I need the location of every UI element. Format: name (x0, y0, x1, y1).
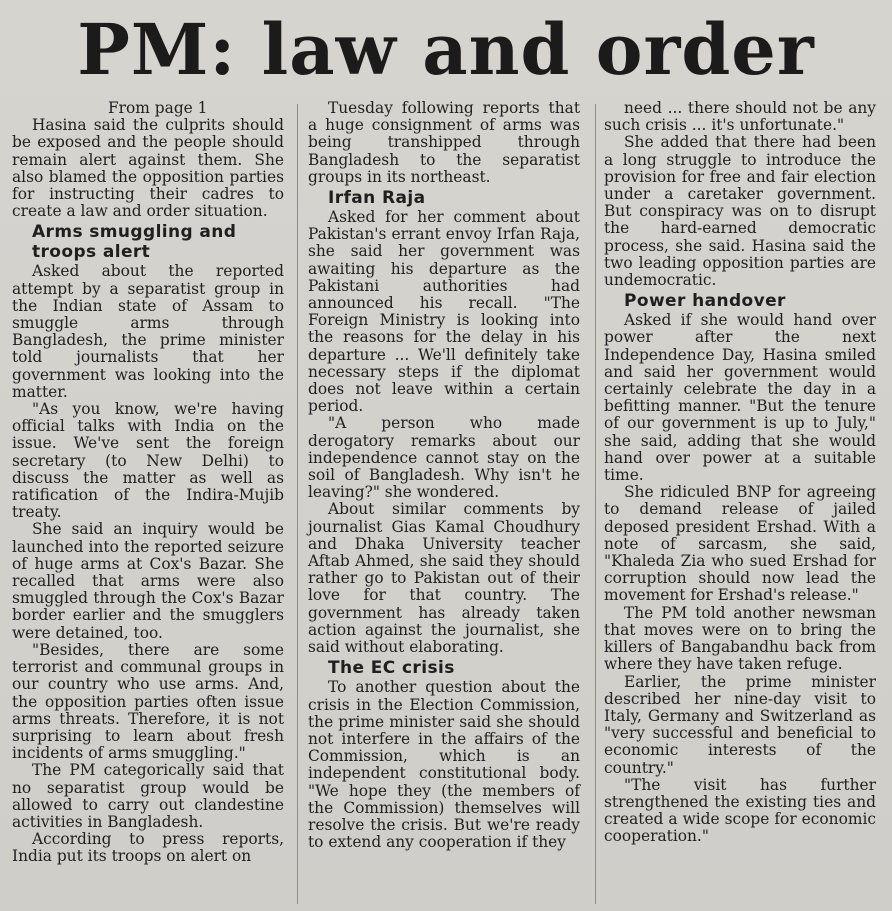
paragraph: She said an inquiry would be launched into the reported seizure of huge arms at Cox's Bazar. She recalled that arms were also smuggled through the Cox's Bazar border earlier and the smugglers were detained, too. (12, 520, 284, 642)
paragraph: "Besides, there are some terrorist and communal groups in our country who use arms. And, the opposition parties often issue arms threats. Therefore, it is not surprising to learn about fresh incidents of arms smuggling." (12, 640, 284, 763)
paragraph: About similar comments by journalist Gias Kamal Choudhury and Dhaka University teacher Aftab Ahmed, she said they should rather go to Pakistan out of their love for that country. The government has already taken action against the journalist, she said without elaborating. (308, 500, 580, 657)
paragraph: She ridiculed BNP for agreeing to demand release of jailed deposed president Ershad. With a note of sarcasm, she said, "Khaleda Zia who sued Ershad for corruption should now lead the movement for Ershad's release." (604, 483, 876, 605)
continuation-label: From page 1 (108, 99, 208, 117)
paragraph: The PM categorically said that no separatist group would be allowed to carry out clandestine activities in Bangladesh. (12, 761, 284, 831)
subheading-arms-smuggling: Arms smuggling and troops alert (32, 222, 237, 263)
column-3 (604, 100, 876, 846)
paragraph: "A person who made derogatory remarks about our independence cannot stay on the soil of Bangladesh. Why isn't he leaving?" she wondered. (308, 414, 580, 502)
paragraph: "As you know, we're having official talks with India on the issue. We've sent the foreign secretary (to New Delhi) to discuss the matter as well as ratification of the Indira-Mujib treaty. (12, 400, 284, 522)
column-divider (595, 104, 596, 904)
subheading-power-handover: Power handover (624, 291, 786, 312)
paragraph: Tuesday following reports that a huge consignment of arms was being transhipped through Bangladesh to the separatist groups in its northeast. (308, 99, 580, 186)
column-2 (308, 100, 580, 851)
subheading-ec-crisis: The EC crisis (328, 658, 455, 679)
paragraph: Asked if she would hand over power after the next Independence Day, Hasina smiled and said her government would certainly celebrate the day in a befitting manner. "But the tenure of our government is up to July," she said, adding that she would hand over power at a suitable time. (604, 311, 876, 485)
paragraph: The PM told another newsman that moves were on to bring the killers of Bangabandhu back from where they have taken refuge. (604, 603, 876, 674)
paragraph: To another question about the crisis in the Election Commission, the prime minister said she should not interfere in the affairs of the Commission, which is an independent constitutional body. "We hope they (the members of the Commission) themselves will resolve the crisis. But we're ready to extend any cooperation if they (308, 678, 580, 852)
paragraph: Asked for her comment about Pakistan's errant envoy Irfan Raja, she said her government was awaiting his departure as the Pakistani authorities had announced his recall. "The Foreign Ministry is looking into the reasons for the delay in his departure ... We'll definitely take necessary steps if the diplomat does not leave within a certain period. (308, 208, 580, 416)
headline: PM: law and order (77, 8, 815, 91)
paragraph: According to press reports, India put its troops on alert on (12, 830, 284, 866)
paragraph: Hasina said the culprits should be exposed and the people should remain alert against them. She also blamed the opposition parties for instructing their cadres to create a law and order situation. (12, 116, 284, 221)
paragraph: need ... there should not be any such crisis ... it's unfortunate." (604, 99, 876, 135)
paragraph: She added that there had been a long struggle to introduce the provision for free and fair election under a caretaker government. But conspiracy was on to disrupt the hard-earned democratic process, she said. Hasina said the two leading opposition parties are undemocratic. (604, 133, 876, 290)
subheading-irfan-raja: Irfan Raja (328, 188, 426, 209)
column-divider (297, 104, 298, 904)
paragraph: "The visit has further strengthened the existing ties and created a wide scope for economic cooperation." (604, 775, 876, 846)
paragraph: Earlier, the prime minister described her nine-day visit to Italy, Germany and Switzerland as "very successful and beneficial to economic interests of the country." (604, 672, 876, 777)
column-1 (12, 100, 284, 866)
paragraph: Asked about the reported attempt by a separatist group in the Indian state of Assam to smuggle arms through Bangladesh, the prime minister told journalists that her government was looking into the matter. (12, 262, 284, 401)
